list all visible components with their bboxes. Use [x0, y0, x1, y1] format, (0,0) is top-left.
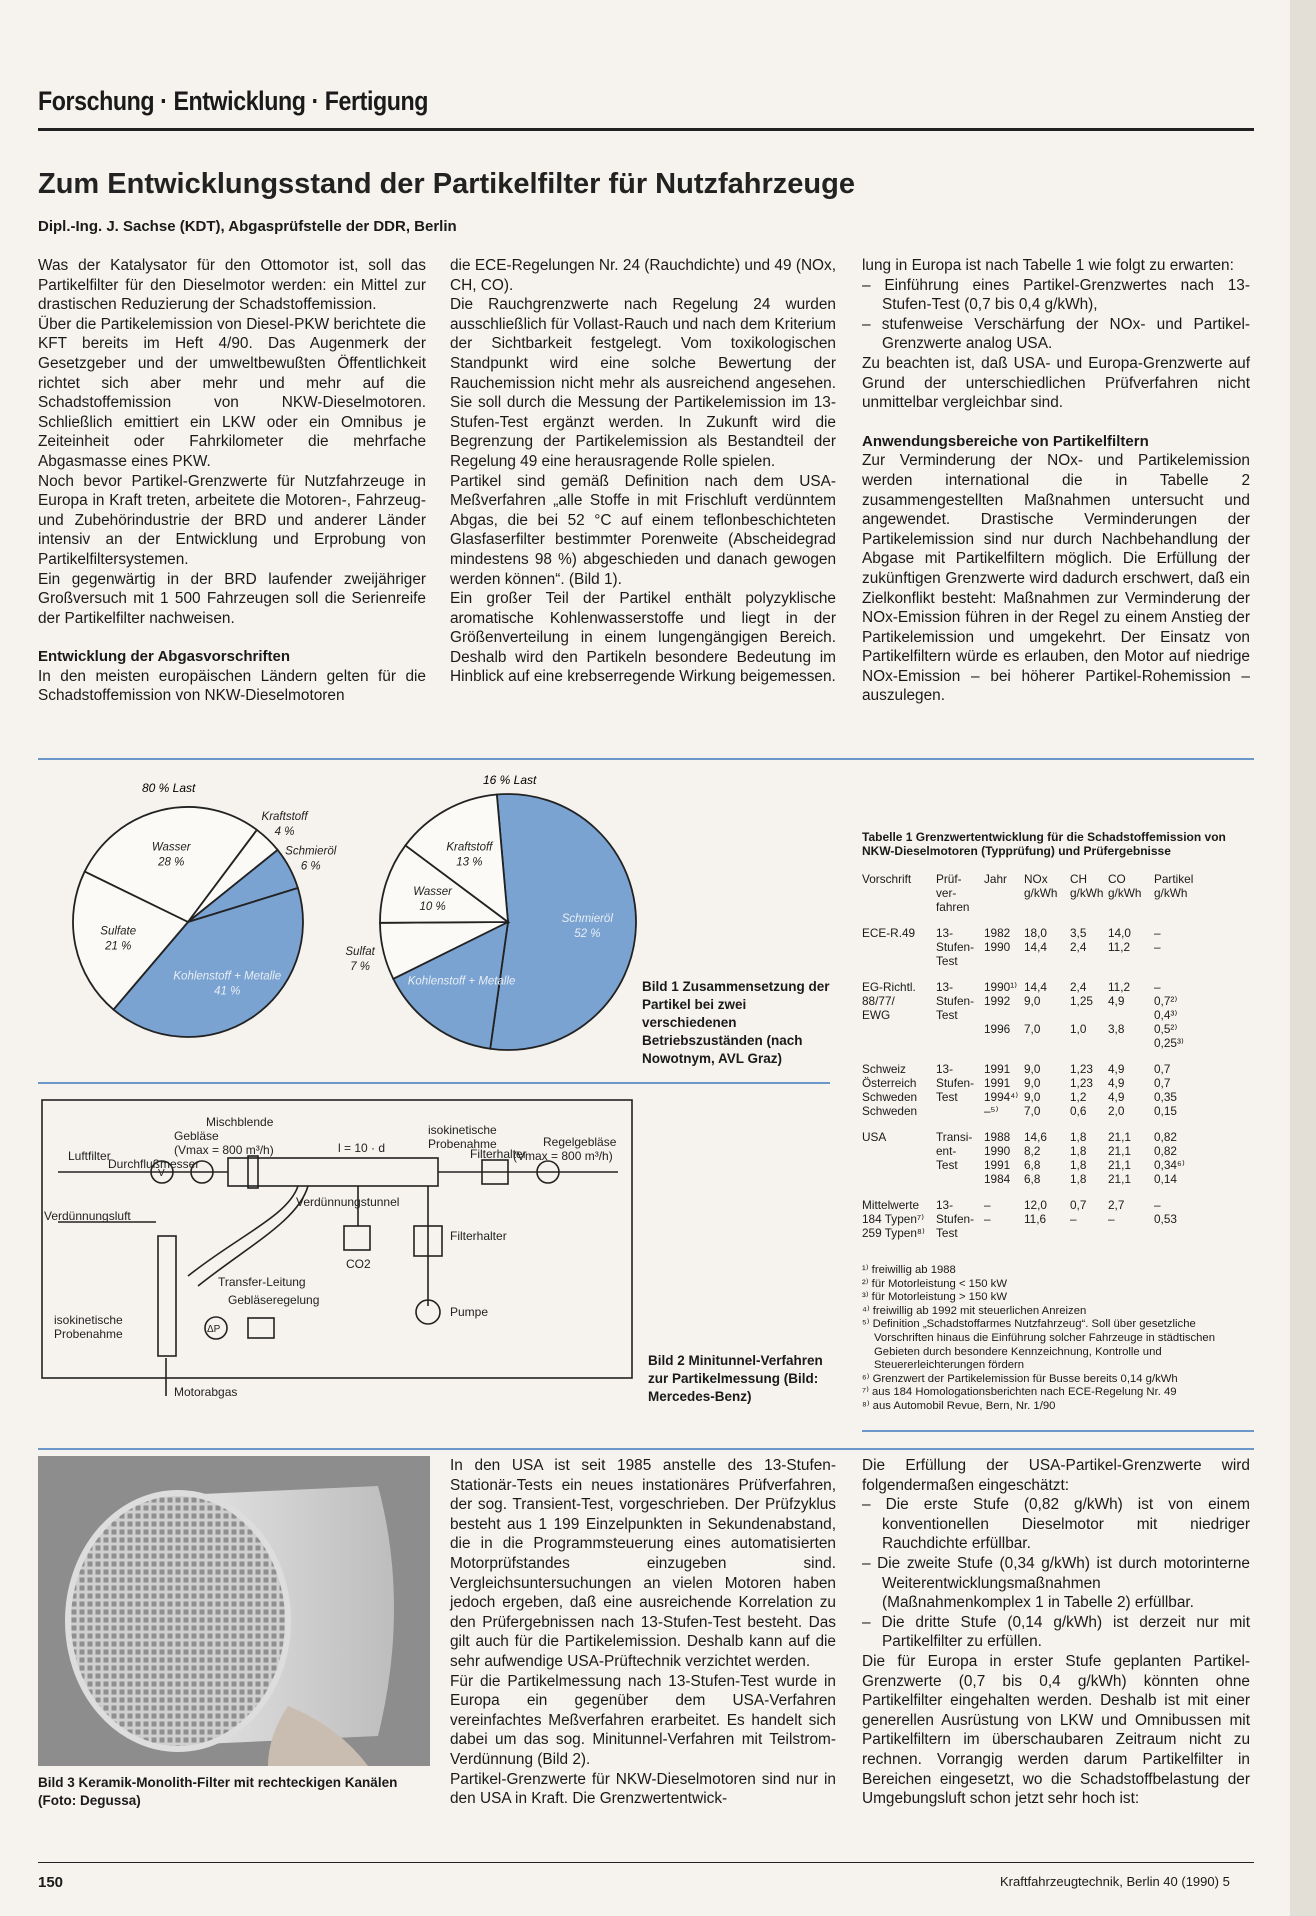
table-cell: 1,8 — [1070, 1130, 1087, 1144]
table-cell: – — [1154, 1198, 1161, 1212]
slice-value: 4 % — [274, 826, 295, 839]
table-cell: 1,8 — [1070, 1158, 1087, 1172]
footer-rule — [38, 1862, 1254, 1863]
diagram-label: Gebläse — [174, 1129, 219, 1143]
table-cell: 7,0 — [1024, 1022, 1041, 1036]
table-row — [984, 1158, 1206, 1172]
pie-chart-80 — [73, 807, 337, 1037]
section-header: Forschung · Entwicklung · Fertigung — [38, 86, 428, 116]
table-cell: 0,7 — [1154, 1062, 1171, 1076]
table-cell: 4,9 — [1108, 1062, 1125, 1076]
diagram-label: Verdünnungsluft — [44, 1209, 131, 1223]
table-cell: 4,9 — [1108, 1076, 1125, 1090]
table-cell: 14,4 — [1024, 980, 1047, 994]
table-cell: 2,7 — [1108, 1198, 1125, 1212]
exhaust-pipe — [158, 1236, 176, 1356]
slice-value: 13 % — [456, 856, 483, 869]
table-cell: 1994⁴⁾ — [984, 1090, 1019, 1104]
table-cell: 1,25 — [1070, 994, 1093, 1008]
pie1-label: 80 % Last — [142, 781, 196, 795]
table-values — [984, 1062, 1206, 1118]
honeycomb-face — [68, 1493, 288, 1749]
diagram-label: Probenahme — [428, 1137, 497, 1151]
table-cell: Prüf- ver- fahren — [936, 872, 970, 914]
footnote: ⁴⁾ freiwillig ab 1992 mit steuerlichen Anreizen — [862, 1304, 1087, 1317]
table-cell: 8,2 — [1024, 1144, 1041, 1158]
list-item: – Die dritte Stufe (0,14 g/kWh) ist derzeit nur mit Partikelfilter zu erfüllen. — [862, 1613, 1250, 1651]
transfer-line — [188, 1186, 298, 1276]
figure-1-caption: Bild 1 Zusammensetzung der Partikel bei zwei verschiedenen Betriebszuständen (nach Nowotnym, AVL Graz) — [642, 979, 830, 1066]
table-cell: NOx g/kWh — [1024, 872, 1058, 900]
bullet-list — [862, 276, 1250, 354]
table-cell: 2,4 — [1070, 980, 1087, 994]
table-row — [984, 1090, 1206, 1104]
table-cell: 2,0 — [1108, 1104, 1125, 1118]
diagram-label: Motorabgas — [174, 1385, 238, 1399]
slice-value: 6 % — [300, 860, 321, 873]
table-cell: 4,9 — [1108, 1090, 1125, 1104]
diagram-label: (Vmax = 800 m³/h) — [513, 1149, 613, 1163]
table-row — [984, 1022, 1206, 1050]
table-cell: –⁵⁾ — [984, 1104, 999, 1118]
table-title: Tabelle 1 Grenzwertentwicklung für die Schadstoffemission von NKW-Dieselmotoren (Typprüfung) und Prüfergebnisse — [862, 830, 1226, 858]
subheading: Anwendungsbereiche von Partikelfiltern — [862, 432, 1149, 450]
table-cell: 0,7²⁾ 0,4³⁾ — [1154, 994, 1178, 1022]
slice-label: Wasser — [413, 886, 452, 899]
diagram-label: Luftfilter — [68, 1149, 111, 1163]
table-cell: 1988 — [984, 1130, 1011, 1144]
table-row — [984, 1172, 1206, 1186]
table-footnotes — [862, 1264, 1254, 1414]
paragraph: Die Rauchgrenzwerte nach Regelung 24 wurden ausschließlich für Vollast-Rauch und nach dem Kriterium der Sichtbarkeit festgelegt. Vom toxikologischen Standpunkt wird eine solche Bewertung der Rauchemission nicht mehr als ausreichend angesehen. Sie soll durch die Messung der Partikelemission im 13-Stufen-Test ergänzt werden. In Zukunft wird die Begrenzung der Partikelemission als Bestandteil der Regelung 49 eine herausragende Rolle spielen. — [450, 296, 836, 470]
diagram-label: Pumpe — [450, 1305, 489, 1319]
table-cell: 0,53 — [1154, 1212, 1177, 1226]
table-row — [984, 940, 1206, 954]
table-cell: – — [1108, 1212, 1115, 1226]
list-item: – Die erste Stufe (0,82 g/kWh) ist von einem konventionellen Dieselmotor mit niedriger Rauchdichte erfüllbar. — [862, 1496, 1250, 1553]
table-cell: 0,6 — [1070, 1104, 1087, 1118]
pie-chart-16 — [345, 794, 636, 1050]
table-group — [862, 1198, 1254, 1240]
table-cell: Mittelwerte 184 Typen⁷⁾ 259 Typen⁸⁾ — [862, 1198, 925, 1240]
table-cell: 11,6 — [1024, 1212, 1047, 1226]
table-cell: – — [1154, 926, 1161, 940]
slice-label: Kohlenstoff + Metalle — [173, 970, 282, 983]
column-4 — [450, 1456, 836, 1809]
table-cell: 0,5²⁾ 0,25³⁾ — [1154, 1022, 1184, 1050]
table-cell: 1,8 — [1070, 1172, 1087, 1186]
slice-value: 52 % — [574, 928, 601, 941]
table-cell: 1996 — [984, 1022, 1011, 1036]
table-cell: 1,2 — [1070, 1090, 1087, 1104]
table-cell: 1,8 — [1070, 1144, 1087, 1158]
figure-2-caption: Bild 2 Minitunnel-Verfahren zur Partikelmessung (Bild: Mercedes-Benz) — [648, 1353, 823, 1404]
table-cell: 11,2 — [1108, 980, 1131, 994]
table-cell: 11,2 — [1108, 940, 1131, 954]
list-item: – Die zweite Stufe (0,34 g/kWh) ist durch motorinterne Weiterentwicklungsmaßnahmen (Maßnahmenkomplex 1 in Tabelle 2) erfüllbar. — [862, 1554, 1250, 1612]
table-cell: Partikel g/kWh — [1154, 872, 1194, 900]
table-cell: 0,82 — [1154, 1144, 1177, 1158]
paragraph: Partikel sind gemäß Definition nach dem USA-Meßverfahren „alle Stoffe in mit Frischluft verdünntem Abgas, die bei 52 °C auf einem teflonbeschichteten Glasfaserfilter bestimmter Porenweite (Abscheidegrad mindestens 98 %) abgeschieden und danach gewogen werden können“. (Bild 1). — [450, 472, 836, 588]
paragraph: Die Erfüllung der USA-Partikel-Grenzwerte wird folgendermaßen eingeschätzt: — [862, 1457, 1250, 1494]
column-5 — [862, 1456, 1250, 1809]
table-cell: 3,5 — [1070, 926, 1087, 940]
diagram-label: Filterhalter — [450, 1229, 507, 1243]
table-cell: 21,1 — [1108, 1130, 1131, 1144]
table-row — [984, 1062, 1206, 1076]
table-cell: 2,4 — [1070, 940, 1087, 954]
table-row — [862, 872, 1254, 914]
table-cell: – — [1154, 980, 1161, 994]
blue-rule — [38, 1448, 1254, 1450]
filter-illustration — [38, 1456, 430, 1766]
table-cell: 1990¹⁾ — [984, 980, 1018, 994]
table-body — [862, 872, 1254, 1240]
table-cell: 13- Stufen- Test — [936, 1062, 975, 1104]
slice-label: Kohlenstoff + Metalle — [407, 975, 516, 988]
table-cell: 14,0 — [1108, 926, 1131, 940]
footnote: ⁷⁾ aus 184 Homologationsberichten nach ECE-Regelung Nr. 49 — [862, 1386, 1177, 1399]
table-row — [984, 1212, 1206, 1226]
transfer-line — [198, 1186, 308, 1286]
column-3 — [862, 256, 1250, 706]
table-cell: 1991 — [984, 1076, 1011, 1090]
page-number: 150 — [38, 1874, 64, 1891]
table-cell: 4,9 — [1108, 994, 1125, 1008]
footnote: ²⁾ für Motorleistung < 150 kW — [862, 1277, 1007, 1290]
table-cell: Transi- ent- Test — [936, 1130, 973, 1172]
slice-label: Kraftstoff — [446, 841, 493, 854]
slice-value: 10 % — [419, 901, 446, 914]
article-title: Zum Entwicklungsstand der Partikelfilter für Nutzfahrzeuge — [38, 168, 855, 200]
table-cell: 13- Stufen- Test — [936, 1198, 975, 1240]
paragraph: Was der Katalysator für den Ottomotor ist, soll das Partikelfilter für den Dieselmotor werden: ein Mittel zur drastischen Reduzierung der Schadstoffemission. — [38, 257, 426, 314]
diagram-label: CO2 — [346, 1257, 371, 1271]
table-cell: 1,23 — [1070, 1076, 1093, 1090]
paragraph: lung in Europa ist nach Tabelle 1 wie folgt zu erwarten: — [862, 257, 1234, 274]
slice-label: Schmieröl — [561, 913, 613, 926]
table-cell: Jahr — [984, 872, 1007, 886]
table-cell: 21,1 — [1108, 1158, 1131, 1172]
table-row — [984, 1144, 1206, 1158]
table-cell: 0,7 — [1154, 1076, 1171, 1090]
table-cell: 1992 — [984, 994, 1011, 1008]
table-cell: ECE-R.49 — [862, 926, 916, 940]
table-cell: 0,34⁶⁾ — [1154, 1158, 1185, 1172]
table-cell: EG-Richtl. 88/77/ EWG — [862, 980, 916, 1022]
paragraph: In den meisten europäischen Ländern gelten für die Schadstoffemission von NKW-Dieselmotoren — [38, 667, 426, 705]
slice-value: 28 % — [158, 856, 185, 869]
figure-3-photo — [38, 1456, 430, 1766]
table-cell: 1991 — [984, 1158, 1011, 1172]
figure-3-caption: Bild 3 Keramik-Monolith-Filter mit rechteckigen Kanälen (Foto: Degussa) — [38, 1775, 398, 1808]
diagram-label: V — [158, 1168, 165, 1179]
table-cell: 1991 — [984, 1062, 1011, 1076]
next-page-edge — [1290, 0, 1316, 1916]
paragraph: Zu beachten ist, daß USA- und Europa-Grenzwerte auf Grund der unterschiedlichen Prüfverfahren nicht unmittelbar vergleichbar sind. — [862, 354, 1250, 412]
journal-reference: Kraftfahrzeugtechnik, Berlin 40 (1990) 5 — [1000, 1874, 1230, 1889]
table-cell: 6,8 — [1024, 1172, 1041, 1186]
footnote: ⁵⁾ Definition „Schadstoffarmes Nutzfahrzeug“. Soll über gesetzliche Vorschriften hinaus die Einführung solcher Fahrzeuge in städtischen Gebieten durch besondere Kennzeichnung, Kontrolle und Steuererleichterungen fördern — [862, 1318, 1215, 1372]
paragraph: Partikel-Grenzwerte für NKW-Dieselmotoren sind nur in den USA in Kraft. Die Grenzwertentwick- — [450, 1770, 836, 1808]
table-cell: 7,0 — [1024, 1104, 1041, 1118]
co2-box — [344, 1226, 370, 1250]
diagram-label: l = 10 · d — [338, 1141, 386, 1155]
table-cell: 13- Stufen- Test — [936, 980, 975, 1022]
column-1 — [38, 256, 426, 706]
table-cell: 1984 — [984, 1172, 1011, 1186]
table-cell: 9,0 — [1024, 994, 1041, 1008]
paragraph: Die für Europa in erster Stufe geplanten Partikel-Grenzwerte (0,7 bis 0,4 g/kWh) könnten ohne Partikelfilter eingehalten werden. Deshalb ist mit einer generellen Ausrüstung von LKW und Omnibussen mit Partikelfiltern im überschaubaren Zeitraum nicht zu rechnen. Vorrangig werden darum Partikelfilter in Bereichen eingesetzt, wo die Schadstoffbelastung der Umgebungsluft schon jetzt sehr hoch ist: — [862, 1652, 1250, 1808]
table-cell: 1,0 — [1070, 1022, 1087, 1036]
table-1 — [862, 830, 1254, 1240]
table-row — [984, 1130, 1206, 1144]
table-group — [862, 980, 1254, 1050]
table-cell: 0,35 — [1154, 1090, 1177, 1104]
slice-label: Wasser — [151, 841, 191, 854]
table-cell: 12,0 — [1024, 1198, 1047, 1212]
slice-value: 7 % — [350, 961, 371, 974]
table-row — [984, 1104, 1206, 1118]
table-cell: – — [1154, 940, 1161, 954]
table-row — [984, 980, 1206, 994]
slice-label: Schmieröl — [285, 845, 337, 858]
subheading: Entwicklung der Abgasvorschriften — [38, 648, 290, 666]
diagram-label: Regelgebläse — [543, 1135, 617, 1149]
mixing-orifice — [248, 1156, 258, 1188]
paragraph: Noch bevor Partikel-Grenzwerte für Nutzfahrzeuge in Europa in Kraft treten, arbeitete die Motoren-, Fahrzeug- und Zubehörindustrie der BRD und anderer Länder intensiv an der Entwicklung und Erprobung von Partikelfiltersystemen. — [38, 472, 426, 568]
paragraph: Über die Partikelemission von Diesel-PKW berichtete die KFT bereits im Heft 4/90. Das Augenmerk der Gesetzgeber und der umweltbewußten Öffentlichkeit richtet sich aber mehr und mehr auf die Schadstoffemission von NKW-Dieselmotoren. Schließlich emittiert ein LKW oder ein Omnibus je Zeiteinheit oder Fahrkilometer die mehrfache Abgasmasse eines PKW. — [38, 315, 426, 470]
table-cell: Vorschrift — [862, 872, 912, 886]
table-row — [984, 994, 1206, 1022]
table-cell: 14,4 — [1024, 940, 1047, 954]
table-values — [984, 980, 1206, 1050]
author-line: Dipl.-Ing. J. Sachse (KDT), Abgasprüfstelle der DDR, Berlin — [38, 218, 457, 235]
blower-control-box — [248, 1318, 274, 1338]
diagram-label: ΔP — [207, 1324, 221, 1335]
slice-label: Sulfat — [345, 946, 375, 959]
diagram-label: Durchflußmesser — [108, 1157, 200, 1171]
pie2-label: 16 % Last — [483, 773, 537, 787]
table-group — [862, 926, 1254, 968]
diagram-label: (Vmax = 800 m³/h) — [174, 1143, 274, 1157]
table-group — [862, 1130, 1254, 1186]
blue-rule — [862, 1430, 1254, 1432]
table-cell: CH g/kWh — [1070, 872, 1104, 900]
table-cell: CO g/kWh — [1108, 872, 1142, 900]
diagram-label: Probenahme — [54, 1327, 123, 1341]
blue-rule — [38, 1082, 830, 1084]
list-item: – Einführung eines Partikel-Grenzwertes nach 13-Stufen-Test (0,7 bis 0,4 g/kWh), — [862, 276, 1250, 314]
blue-rule — [38, 758, 1254, 760]
table-cell: 21,1 — [1108, 1144, 1131, 1158]
table-cell: 0,7 — [1070, 1198, 1087, 1212]
footnote: ³⁾ für Motorleistung > 150 kW — [862, 1291, 1007, 1304]
paragraph: Für die Partikelmessung nach 13-Stufen-Test wurde in Europa ein gegenüber dem USA-Verfahren vereinfachtes Meßverfahren erarbeitet. Es handelt sich dabei um das sog. Minitunnel-Verfahren mit Teilstrom-Verdünnung (Bild 2). — [450, 1672, 836, 1768]
footnote: ¹⁾ freiwillig ab 1988 — [862, 1264, 956, 1276]
slice-value: 21 % — [105, 940, 132, 953]
table-cell: 18,0 — [1024, 926, 1047, 940]
paragraph: die ECE-Regelungen Nr. 24 (Rauchdichte) und 49 (NOx, CH, CO). — [450, 257, 836, 294]
diagram-label: Mischblende — [206, 1115, 274, 1129]
paragraph: Ein gegenwärtig in der BRD laufender zweijähriger Großversuch mit 1 500 Fahrzeugen soll die Serienreife der Partikelfilter nachweisen. — [38, 570, 426, 627]
table-cell: 9,0 — [1024, 1090, 1041, 1104]
table-cell: 0,82 — [1154, 1130, 1177, 1144]
table-cell: Schweiz Österreich Schweden Schweden — [862, 1062, 918, 1118]
table-cell: 1990 — [984, 1144, 1011, 1158]
table-cell: 14,6 — [1024, 1130, 1047, 1144]
paragraph: In den USA ist seit 1985 anstelle des 13-Stufen-Stationär-Tests ein neues instationäres Prüfverfahren, der sog. Transient-Test, vorgeschrieben. Der Prüfzyklus besteht aus 1 199 Einzelpunkten in Sekundenabstand, die in die Programmsteuerung eines automatisierten Motorprüfstandes einzugeben sind. Vergleichsuntersuchungen an vielen Motoren haben jedoch ergeben, daß eine ausreichende Korrelation zu den Prüfergebnissen nach 13-Stufen-Test besteht. Das gilt auch für die Partikelemission. Deshalb kann auf die sehr aufwendige USA-Prüftechnik verzichtet werden. — [450, 1457, 836, 1670]
table-values — [984, 926, 1206, 968]
table-cell: 0,15 — [1154, 1104, 1177, 1118]
table-cell: 0,14 — [1154, 1172, 1177, 1186]
paragraph: Ein großer Teil der Partikel enthält polyzyklische aromatische Kohlenwasserstoffe und liegt in der Größenverteilung in einem lungengängigen Bereich. Deshalb wird den Partikeln besondere Bedeutung im Hinblick auf eine krebserregende Wirkung beigemessen. — [450, 590, 836, 686]
footnote: ⁶⁾ Grenzwert der Partikelemission für Busse bereits 0,14 g/kWh — [862, 1372, 1178, 1385]
list-item: – stufenweise Verschärfung der NOx- und Partikel-Grenzwerte analog USA. — [862, 315, 1250, 353]
column-2 — [450, 256, 836, 687]
diagram-label: Transfer-Leitung — [218, 1275, 306, 1289]
table-row — [984, 926, 1206, 940]
header-rule — [38, 128, 1254, 131]
dilution-tunnel — [228, 1158, 438, 1186]
table-cell: 13- Stufen- Test — [936, 926, 975, 968]
diagram-label: Filterhalter — [470, 1147, 527, 1161]
table-row — [984, 1198, 1206, 1212]
table-values — [984, 1198, 1206, 1240]
diagram-label: Gebläseregelung — [228, 1293, 320, 1307]
table-row — [984, 1076, 1206, 1090]
paragraph: Zur Verminderung der NOx- und Partikelemission werden international die in Tabelle 2 zusammengestellten Maßnahmen untersucht und angewendet. Drastische Verminderungen der Partikelemission sind nur durch Nachbehandlung der Abgase mit Partikelfiltern möglich. Die Erfüllung der zukünftigen Grenzwerte wird dadurch erschwert, daß ein Zielkonflikt besteht: Maßnahmen zur Verminderung der NOx-Emission führen in der Regel zu einem Anstieg der Partikelemission und umgekehrt. Der Einsatz von Partikelfiltern würde es erlauben, den Motor auf niedrige NOx-Emission – bei höherer Partikel-Rohemission – auszulegen. — [862, 452, 1250, 705]
figure-2-diagram — [38, 1096, 638, 1406]
table-cell: 1,23 — [1070, 1062, 1093, 1076]
table-cell: USA — [862, 1130, 887, 1144]
table-cell: 6,8 — [1024, 1158, 1041, 1172]
table-cell: – — [984, 1198, 991, 1212]
bullet-list — [862, 1495, 1250, 1652]
slice-label: Kraftstoff — [261, 811, 308, 824]
table-cell: – — [1070, 1212, 1077, 1226]
table-cell: 9,0 — [1024, 1076, 1041, 1090]
table-cell: 9,0 — [1024, 1062, 1041, 1076]
table-cell: 1990 — [984, 940, 1011, 954]
slice-value: 41 % — [214, 985, 241, 998]
table-cell: – — [984, 1212, 991, 1226]
diagram-label: isokinetische — [54, 1313, 123, 1327]
diagram-label: Verdünnungstunnel — [296, 1195, 400, 1209]
table-cell: 3,8 — [1108, 1022, 1125, 1036]
footnote: ⁸⁾ aus Automobil Revue, Bern, Nr. 1/90 — [862, 1399, 1056, 1412]
slice-label: Sulfate — [100, 925, 137, 938]
table-group — [862, 1062, 1254, 1118]
table-values — [984, 1130, 1206, 1186]
diagram-label: isokinetische — [428, 1123, 497, 1137]
table-cell: 1982 — [984, 926, 1011, 940]
table-cell: 21,1 — [1108, 1172, 1131, 1186]
